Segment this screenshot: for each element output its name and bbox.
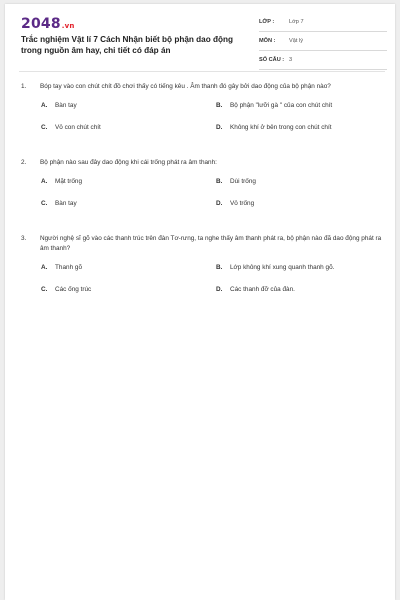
meta-row-count (259, 55, 387, 70)
option-d[interactable] (216, 200, 254, 207)
option-text: Bộ phận "lưỡi gà " của con chút chít (230, 102, 333, 109)
option-letter: D. (216, 200, 223, 207)
option-row (19, 124, 385, 146)
question-number: 3. (21, 235, 27, 242)
option-text: Dùi trống (230, 178, 256, 185)
option-text: Bàn tay (55, 102, 77, 109)
question-text: Người nghệ sĩ gõ vào các thanh trúc trên đàn Tơ-rưng, ta nghe thấy âm thanh phát ra, bộ phận nào đã dao động phát ra âm thanh? (40, 235, 382, 252)
meta-row-subject (259, 36, 387, 51)
question-text: Bộ phận nào sau đây dao động khi cái trống phát ra âm thanh: (40, 159, 217, 166)
option-text: Vỏ con chút chít (55, 124, 101, 131)
logo-main: 2048 (21, 16, 61, 32)
option-a[interactable] (41, 264, 82, 271)
option-letter: B. (216, 102, 223, 109)
option-b[interactable] (216, 102, 332, 109)
meta-row-class (259, 17, 387, 32)
meta-value: Vật lý (289, 38, 303, 44)
option-letter: C. (41, 200, 48, 207)
header-divider (19, 71, 385, 72)
option-row (19, 178, 385, 200)
option-letter: A. (41, 178, 48, 185)
option-letter: B. (216, 264, 223, 271)
option-a[interactable] (41, 178, 82, 185)
question-number: 2. (21, 159, 27, 166)
meta-label: LỚP : (259, 19, 275, 25)
answer-options (19, 264, 385, 308)
option-a[interactable] (41, 102, 77, 109)
question-2 (19, 158, 385, 222)
option-d[interactable] (216, 286, 295, 293)
option-letter: B. (216, 178, 223, 185)
option-letter: D. (216, 286, 223, 293)
answer-options (19, 102, 385, 146)
option-row (19, 200, 385, 222)
option-text: Các thanh đỡ của đàn. (230, 286, 295, 293)
meta-label: MÔN : (259, 38, 276, 44)
option-text: Thanh gõ (55, 264, 83, 271)
logo-suffix: .vn (61, 22, 75, 30)
option-row (19, 264, 385, 286)
document-header (19, 14, 385, 66)
option-c[interactable] (41, 200, 77, 207)
question-stem (19, 82, 385, 92)
option-text: Mặt trống (55, 178, 82, 185)
answer-options (19, 178, 385, 222)
option-letter: C. (41, 286, 48, 293)
option-text: Không khí ở bên trong con chút chít (230, 124, 332, 131)
option-letter: D. (216, 124, 223, 131)
option-d[interactable] (216, 124, 332, 131)
option-c[interactable] (41, 124, 101, 131)
option-text: Các ống trúc (55, 286, 92, 293)
option-b[interactable] (216, 264, 334, 271)
option-text: Bàn tay (55, 200, 77, 207)
question-stem (19, 234, 385, 254)
option-letter: A. (41, 102, 48, 109)
question-3 (19, 234, 385, 308)
question-1 (19, 82, 385, 146)
option-c[interactable] (41, 286, 91, 293)
meta-value: 3 (289, 57, 293, 63)
document-page (5, 4, 395, 600)
meta-label: SỐ CÂU : (259, 57, 285, 63)
document-title: Trắc nghiệm Vật lí 7 Cách Nhận biết bộ phận dao động trong nguồn âm hay, chi tiết có đáp án (21, 35, 233, 55)
option-text: Lớp không khí xung quanh thanh gõ. (230, 264, 335, 271)
option-row (19, 102, 385, 124)
meta-info (259, 17, 387, 74)
option-b[interactable] (216, 178, 256, 185)
option-row (19, 286, 385, 308)
option-text: Vỏ trống (230, 200, 255, 207)
question-text: Bóp tay vào con chút chít đồ chơi thấy có tiếng kêu . Âm thanh đó gây bởi dao động của bộ phận nào? (40, 83, 331, 90)
meta-value: Lớp 7 (289, 19, 304, 25)
question-stem (19, 158, 385, 168)
site-logo[interactable] (21, 16, 75, 32)
question-list (19, 82, 385, 320)
question-number: 1. (21, 83, 27, 90)
option-letter: C. (41, 124, 48, 131)
option-letter: A. (41, 264, 48, 271)
